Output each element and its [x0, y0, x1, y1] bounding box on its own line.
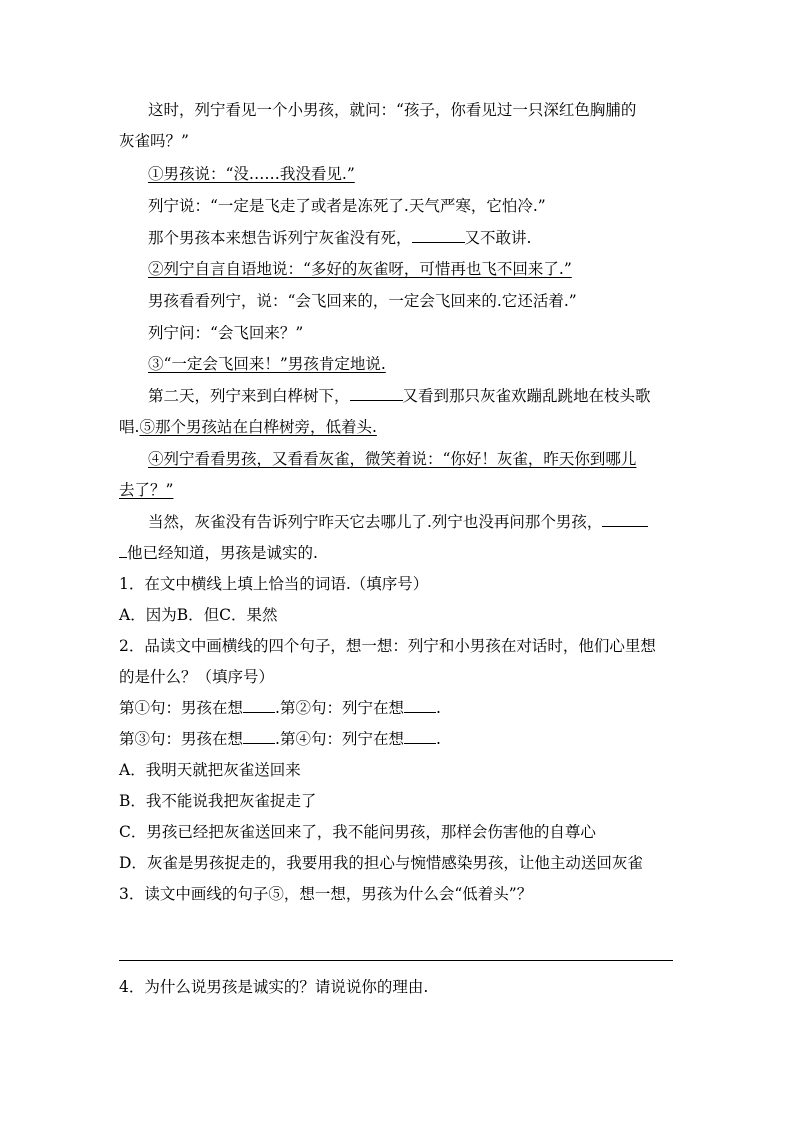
fill-blank-3-part-2[interactable] [119, 542, 127, 558]
question-2-line-2: 的是什么？（填序号） [119, 668, 275, 686]
underlined-sentence-4-line-2: 去了？” [119, 481, 174, 499]
question-4: 4．为什么说男孩是诚实的？请说说你的理由. [119, 978, 429, 996]
question-1-options: A．因为B．但C．果然 [119, 606, 278, 624]
question-2-line-1: 2．品读文中画横线的四个句子，想一想：列宁和小男孩在对话时，他们心里想 [119, 637, 656, 655]
question-3-answer-line[interactable] [119, 960, 673, 961]
question-2-option-c: C．男孩已经把灰雀送回来了，我不能问男孩，那样会伤害他的自尊心 [119, 823, 596, 841]
passage-paragraph-7-line-2: 他已经知道，男孩是诚实的. [119, 542, 679, 564]
underlined-sentence-1: ①男孩说：“没……我没看见.” [148, 165, 355, 183]
fill-blank-3-part-1[interactable] [602, 511, 648, 527]
answer-blank-sentence-2[interactable] [404, 697, 436, 713]
passage-paragraph-7-line-1: 当然，灰雀没有告诉列宁昨天它去哪儿了.列宁也没再问那个男孩， [148, 511, 678, 533]
question-3: 3．读文中画线的句子⑤，想一想，男孩为什么会“低着头”？ [119, 885, 533, 903]
question-2-option-b: B．我不能说我把灰雀捉走了 [119, 792, 317, 810]
passage-paragraph-1-line-2: 灰雀吗？” [119, 132, 189, 150]
answer-blank-sentence-3[interactable] [243, 728, 275, 744]
question-1: 1．在文中横线上填上恰当的词语.（填序号） [119, 575, 429, 593]
passage-paragraph-3: 那个男孩本来想告诉列宁灰雀没有死， 又不敢讲. [148, 229, 532, 247]
question-2-option-d: D．灰雀是男孩捉走的，我要用我的担心与惋惜感染男孩，让他主动送回灰雀 [119, 854, 643, 872]
answer-blank-sentence-4[interactable] [404, 728, 436, 744]
underlined-sentence-3: ③“一定会飞回来！”男孩肯定地说. [148, 355, 386, 373]
fill-blank-1[interactable] [412, 227, 465, 243]
fill-blank-2[interactable] [350, 385, 403, 401]
passage-paragraph-5: 列宁问：“会飞回来？” [148, 324, 304, 342]
passage-paragraph-6-line-1: 第二天，列宁来到白桦树下， 又看到那只灰雀欢蹦乱跳地在枝头歌 [148, 387, 651, 405]
passage-paragraph-6-line-2: 唱.⑤那个男孩站在白桦树旁，低着头. [119, 418, 377, 436]
question-2-row-1: 第①句：男孩在想 .第②句：列宁在想 . [119, 699, 441, 717]
question-2-row-2: 第③句：男孩在想 .第④句：列宁在想 . [119, 730, 441, 748]
question-2-option-a: A．我明天就把灰雀送回来 [119, 761, 301, 779]
passage-paragraph-2: 列宁说：“一定是飞走了或者是冻死了.天气严寒，它怕冷.” [148, 197, 546, 215]
underlined-sentence-2: ②列宁自言自语地说：“多好的灰雀呀，可惜再也飞不回来了.” [148, 260, 572, 278]
underlined-sentence-5: ⑤那个男孩站在白桦树旁，低着头. [139, 418, 377, 436]
passage-paragraph-1-line-1: 这时，列宁看见一个小男孩，就问：“孩子，你看见过一只深红色胸脯的 [148, 101, 637, 119]
passage-paragraph-4: 男孩看看列宁，说：“会飞回来的，一定会飞回来的.它还活着.” [148, 292, 577, 310]
answer-blank-sentence-1[interactable] [243, 697, 275, 713]
underlined-sentence-4-line-1: ④列宁看看男孩，又看看灰雀，微笑着说：“你好！灰雀，昨天你到哪儿 [148, 450, 637, 468]
